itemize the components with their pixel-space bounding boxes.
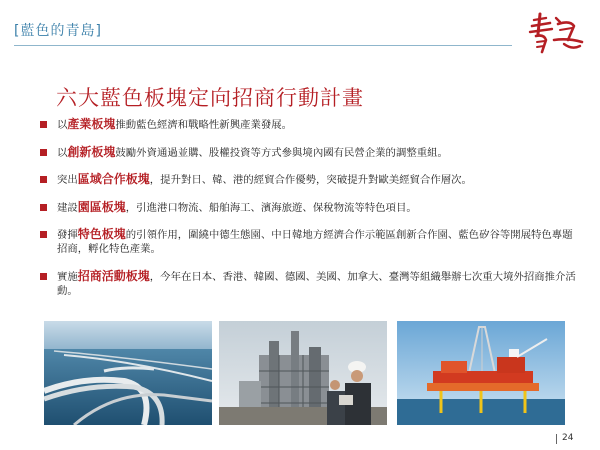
qingdao-logo xyxy=(524,10,586,56)
bullet-lead: 以 xyxy=(57,146,68,159)
bullet-highlight: 招商活動板塊 xyxy=(77,268,150,283)
bullet-highlight: 特色板塊 xyxy=(77,227,126,241)
bullet-item xyxy=(40,117,580,132)
offshore-platform-photo xyxy=(397,321,565,425)
bullet-text: 推動藍色經濟和戰略性新興產業發展。 xyxy=(115,119,293,131)
bullet-square-icon xyxy=(40,231,47,238)
bullet-square-icon xyxy=(40,176,47,183)
bullet-item xyxy=(40,269,580,298)
bullet-square-icon xyxy=(40,204,47,211)
bullet-highlight: 園區板塊 xyxy=(77,199,126,214)
bullet-highlight: 區域合作板塊 xyxy=(77,172,150,186)
bullet-text: ，引進港口物流、船舶海工、濱海旅遊、保稅物流等特色項目。 xyxy=(125,201,417,214)
bullet-lead: 建設 xyxy=(57,201,78,214)
header-divider xyxy=(14,45,512,46)
page-number: 24 xyxy=(562,433,574,443)
bullet-highlight: 創新板塊 xyxy=(67,144,116,159)
bullet-square-icon xyxy=(40,121,47,128)
bullet-lead: 突出 xyxy=(57,174,78,186)
page-number-divider xyxy=(556,434,557,444)
section-label: [藍色的青島] xyxy=(14,23,102,39)
industrial-plant-photo xyxy=(219,321,387,425)
bridge-photo xyxy=(44,321,212,425)
bullet-lead: 實施 xyxy=(57,270,78,283)
bullet-item xyxy=(40,200,580,215)
bullet-list xyxy=(40,117,580,310)
page-title: 六大藍色板塊定向招商行動計畫 xyxy=(56,86,364,110)
bullet-lead: 發揮 xyxy=(57,229,78,241)
bullet-text: 鼓勵外資通過並購、股權投資等方式參與境內國有民營企業的調整重組。 xyxy=(115,146,448,159)
bullet-item xyxy=(40,227,580,256)
bullet-square-icon xyxy=(40,149,47,156)
bullet-square-icon xyxy=(40,273,47,280)
bullet-item xyxy=(40,172,580,187)
bullet-highlight: 產業板塊 xyxy=(67,117,116,131)
bullet-text: ，提升對日、韓、港的經貿合作優勢，突破提升對歐美經貿合作層次。 xyxy=(149,174,472,186)
bullet-text: ，今年在日本、香港、韓國、德國、美國、加拿大、臺灣等組織舉辦七次重大境外招商推介活動。 xyxy=(57,270,576,297)
bullet-text: 的引領作用，圍繞中德生態園、中日韓地方經濟合作示範區創新合作園、藍色矽谷等開展特色專題招商，孵化特色產業。 xyxy=(57,229,573,255)
bullet-item xyxy=(40,145,580,160)
bullet-lead: 以 xyxy=(57,119,68,131)
